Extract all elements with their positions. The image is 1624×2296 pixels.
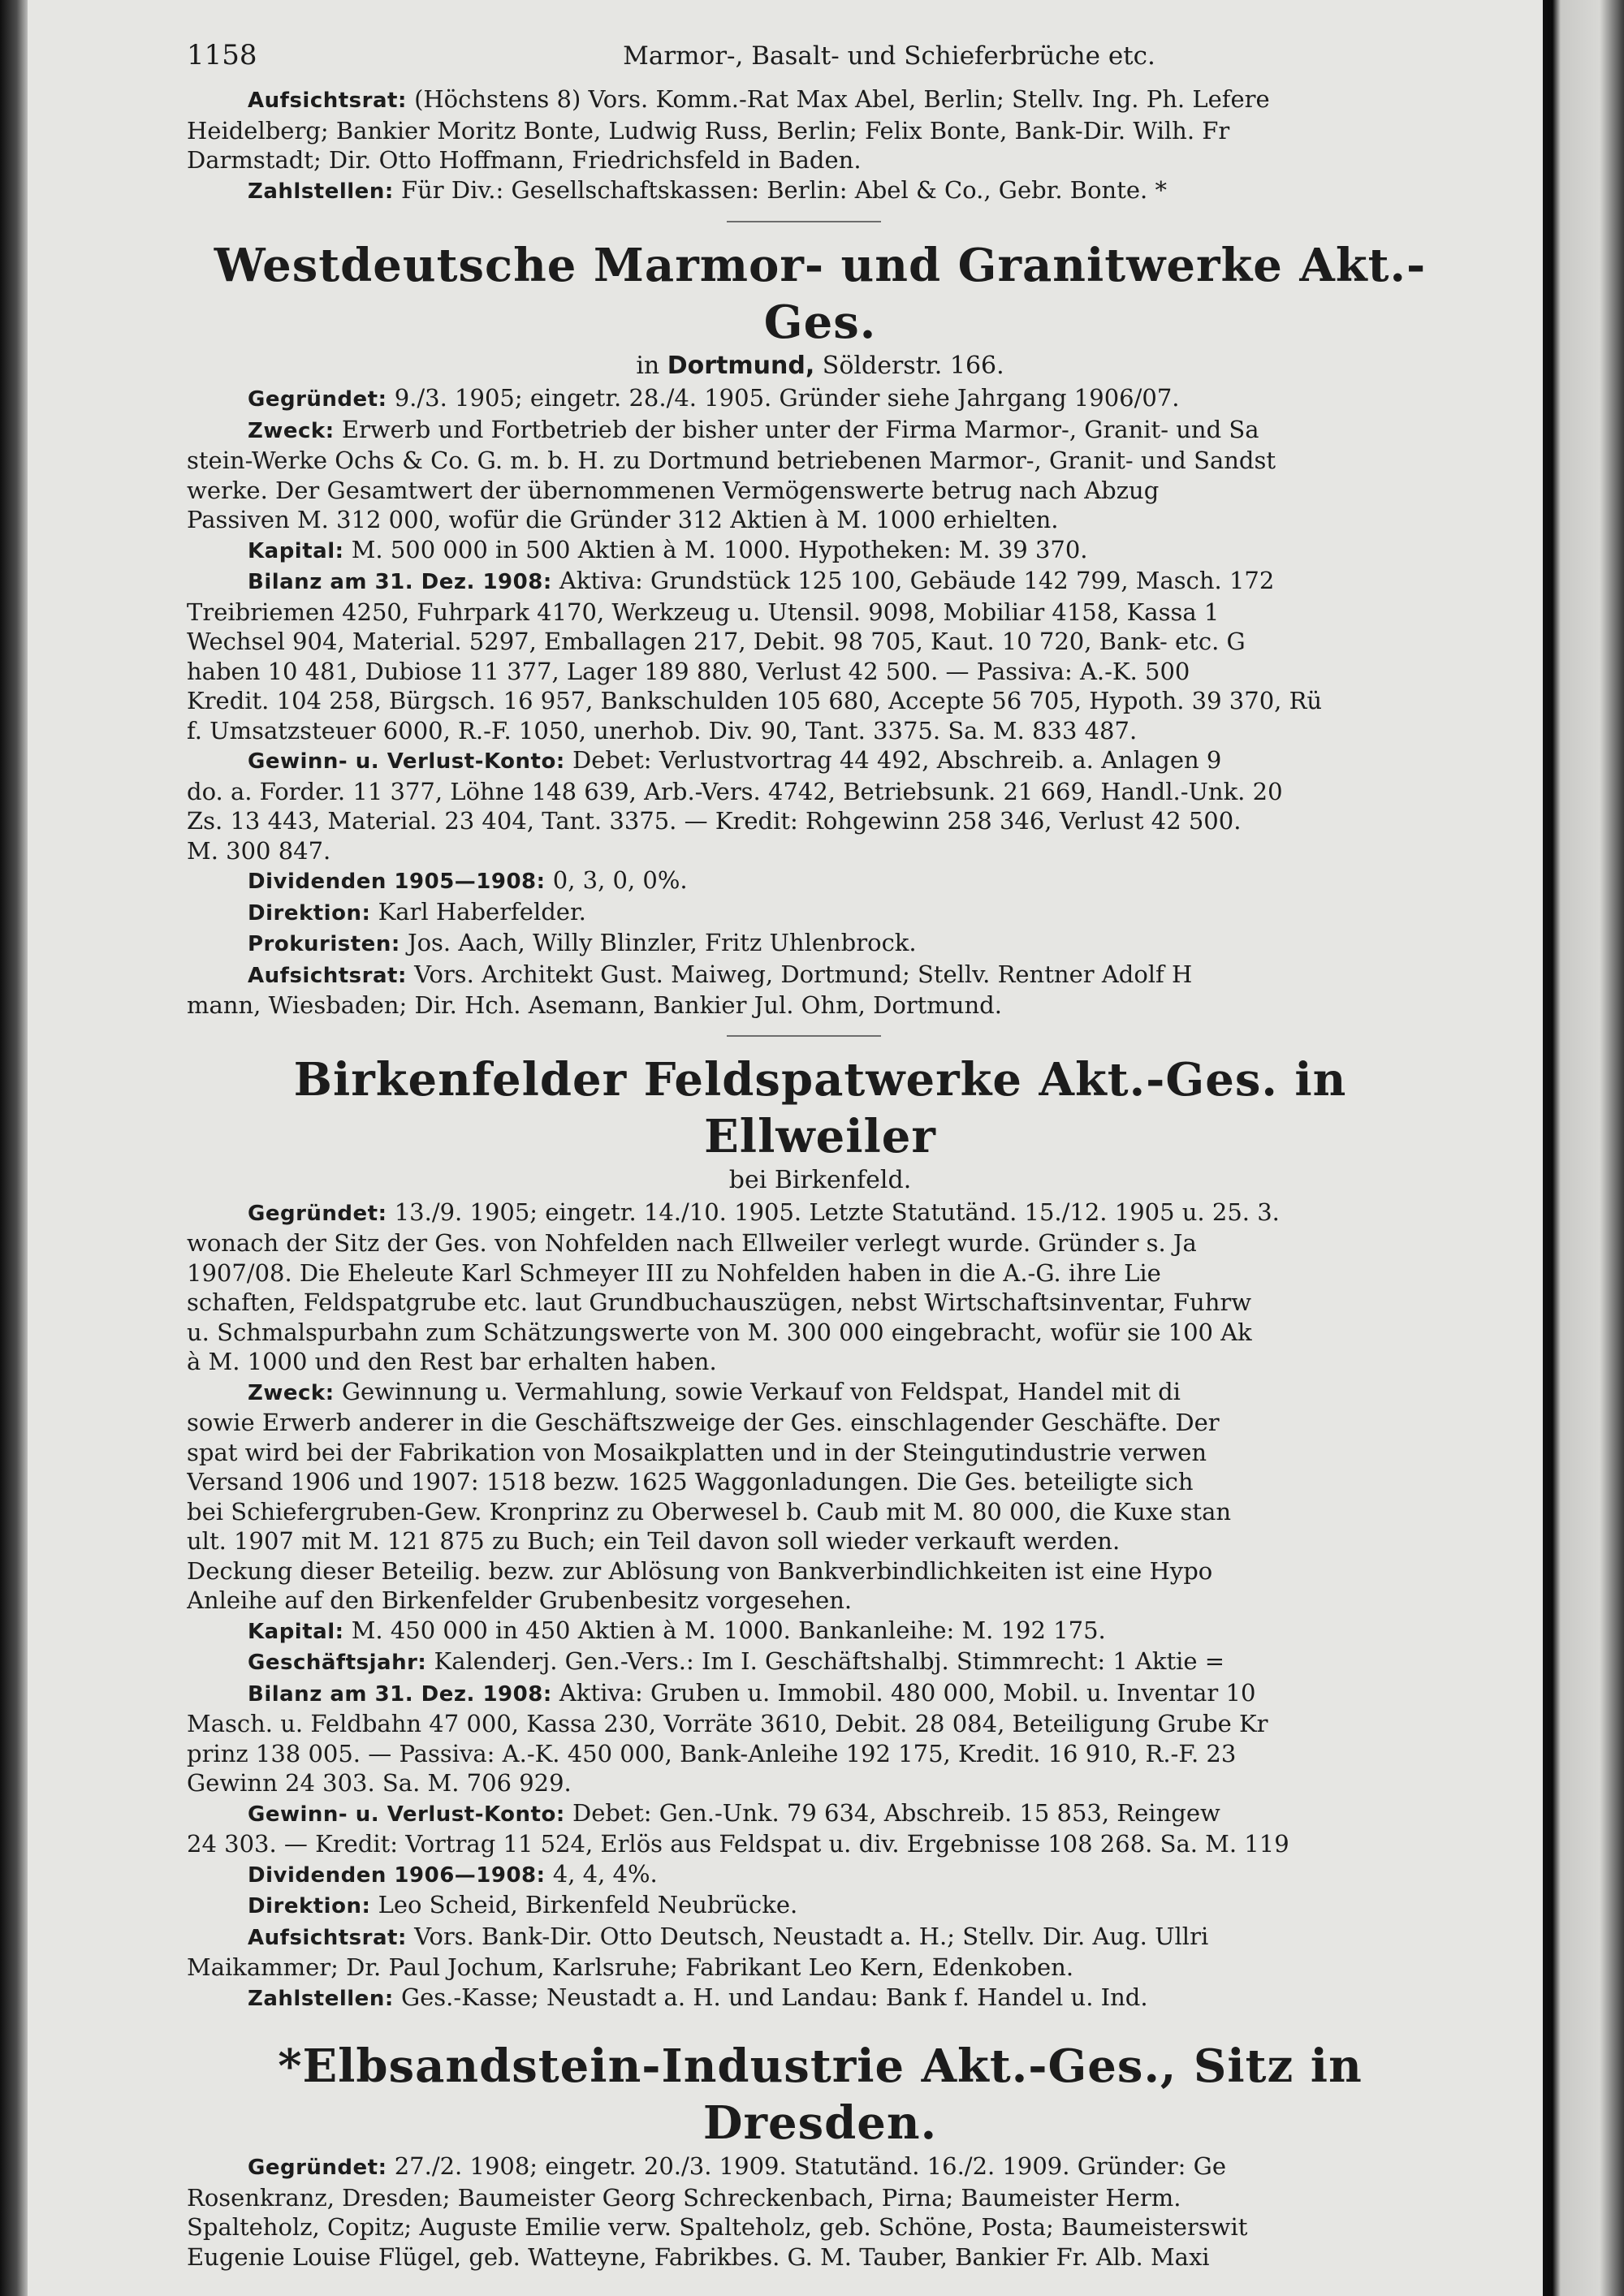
field-label: Gegründet: <box>248 1201 387 1226</box>
text-line <box>187 1556 1453 1586</box>
text-line <box>187 1739 1453 1769</box>
text-line <box>187 383 1453 415</box>
text-line <box>187 1258 1453 1288</box>
text-line <box>187 960 1453 991</box>
field-text: 1907/08. Die Eheleute Karl Schmeyer III zu Nohfelden haben in die A.-G. ihre Lie <box>187 1258 1161 1287</box>
field-text: Leo Scheid, Birkenfeld Neubrücke. <box>370 1891 798 1918</box>
left-page-gutter <box>0 0 28 2296</box>
text-line <box>187 2242 1453 2272</box>
page-content <box>187 39 1453 2272</box>
field-text: Spalteholz, Copitz; Auguste Emilie verw. Spalteholz, geb. Schöne, Posta; Baumeisterswit <box>187 2213 1248 2241</box>
field-text: Kalenderj. Gen.-Vers.: Im I. Geschäftshalbj. Stimmrecht: 1 Aktie = <box>426 1647 1225 1675</box>
text-line <box>187 446 1453 476</box>
field-text: sowie Erwerb anderer in die Geschäftszweige der Ges. einschlagender Geschäfte. Der <box>187 1409 1220 1436</box>
text-line <box>187 777 1453 807</box>
field-text: Gewinnung u. Vermahlung, sowie Verkauf von Feldspat, Handel mit di <box>334 1377 1181 1405</box>
text-line <box>187 836 1453 866</box>
text-line <box>187 415 1453 447</box>
text-line <box>187 535 1453 567</box>
field-text: f. Umsatzsteuer 6000, R.-F. 1050, unerhob. Div. 90, Tant. 3375. Sa. M. 833 487. <box>187 716 1138 744</box>
text-line <box>187 1288 1453 1318</box>
field-text: Deckung dieser Beteilig. bezw. zur Ablösung von Bankverbindlichkeiten ist eine Hypo <box>187 1556 1213 1585</box>
field-text: Kredit. 104 258, Bürgsch. 16 957, Bankschulden 105 680, Accepte 56 705, Hypoth. 39 370, Rü <box>187 687 1323 714</box>
page-header <box>187 39 1453 84</box>
field-label: Zweck: <box>248 418 335 443</box>
field-text: à M. 1000 und den Rest bar erhalten haben. <box>187 1348 717 1375</box>
text-line <box>187 1318 1453 1348</box>
field-text: (Höchstens 8) Vors. Komm.-Rat Max Abel, Berlin; Stellv. Ing. Ph. Lefere <box>406 85 1270 113</box>
company-title-birkenfelder: Birkenfelder Feldspatwerke Akt.-Ges. in Ellweiler <box>293 1052 1347 1163</box>
field-text: Vors. Architekt Gust. Maiweg, Dortmund; Stellv. Rentner Adolf H <box>406 960 1193 988</box>
text-line <box>187 865 1453 897</box>
text-line <box>187 627 1453 657</box>
text-line <box>187 1198 1453 1229</box>
text-line <box>187 745 1453 777</box>
field-text: 9./3. 1905; eingetr. 28./4. 1905. Gründer siehe Jahrgang 1906/07. <box>387 384 1180 412</box>
text-line <box>187 175 1453 207</box>
field-label: Bilanz am 31. Dez. 1908: <box>248 570 552 594</box>
field-label: Gewinn- u. Verlust-Konto: <box>248 749 565 774</box>
text-line <box>187 1953 1453 1983</box>
text-line <box>187 1228 1453 1258</box>
text-line <box>187 897 1453 929</box>
field-text: Maikammer; Dr. Paul Jochum, Karlsruhe; Fabrikant Leo Kern, Edenkoben. <box>187 1953 1074 1981</box>
field-text: Zs. 13 443, Material. 23 404, Tant. 3375. — Kredit: Rohgewinn 258 346, Verlust 42 500. <box>187 807 1242 835</box>
text-line <box>187 566 1453 598</box>
field-label: Kapital: <box>248 538 344 563</box>
field-text: Treibriemen 4250, Fuhrpark 4170, Werkzeug u. Utensil. 9098, Mobiliar 4158, Kassa 1 <box>187 598 1220 626</box>
field-text: M. 300 847. <box>187 836 331 865</box>
field-text: do. a. Forder. 11 377, Löhne 148 639, Arb.-Vers. 4742, Betriebsunk. 21 669, Handl.-Unk. 20 <box>187 777 1283 805</box>
text-line <box>187 145 1453 175</box>
text-line <box>187 2151 1453 2183</box>
field-text: M. 450 000 in 450 Aktien à M. 1000. Bankanleihe: M. 192 175. <box>343 1616 1106 1644</box>
company-title-elbsandstein: *Elbsandstein-Industrie Akt.-Ges., Sitz in Dresden. <box>278 2039 1363 2150</box>
field-text: 24 303. — Kredit: Vortrag 11 524, Erlös aus Feldspat u. div. Ergebnisse 108 268. Sa. M. 119 <box>187 1830 1289 1858</box>
field-text: Ges.-Kasse; Neustadt a. H. und Landau: Bank f. Handel u. Ind. <box>393 1983 1148 2011</box>
text-line <box>187 598 1453 628</box>
field-text: Anleihe auf den Birkenfelder Grubenbesitz vorgesehen. <box>187 1586 853 1614</box>
field-text: Versand 1906 und 1907: 1518 bezw. 1625 Waggonladungen. Die Ges. beteiligte sich <box>187 1468 1194 1495</box>
text-line <box>187 716 1453 746</box>
text-line <box>187 990 1453 1021</box>
field-label: Kapital: <box>248 1619 344 1644</box>
field-label: Zahlstellen: <box>248 179 394 204</box>
field-label: Gegründet: <box>248 387 387 412</box>
field-text: Masch. u. Feldbahn 47 000, Kassa 230, Vorräte 3610, Debit. 28 084, Beteiligung Grube Kr <box>187 1710 1268 1737</box>
field-text: M. 500 000 in 500 Aktien à M. 1000. Hypotheken: M. 39 370. <box>343 535 1088 563</box>
field-text: prinz 138 005. — Passiva: A.-K. 450 000, Bank-Anleihe 192 175, Kredit. 16 910, R.-F. 23 <box>187 1739 1237 1767</box>
field-text: Darmstadt; Dir. Otto Hoffmann, Friedrichsfeld in Baden. <box>187 146 862 174</box>
text-line <box>187 1467 1453 1497</box>
text-line <box>187 505 1453 535</box>
field-text: Gewinn 24 303. Sa. M. 706 929. <box>187 1769 572 1797</box>
company-title-westdeutsche: Westdeutsche Marmor- und Granitwerke Akt.-Ges. <box>214 239 1427 349</box>
field-text: Aktiva: Grundstück 125 100, Gebäude 142 799, Masch. 172 <box>551 567 1275 594</box>
text-line <box>187 657 1453 687</box>
right-page-edge <box>1543 0 1624 2296</box>
field-text: 4, 4, 4%. <box>545 1859 658 1888</box>
text-line <box>187 1408 1453 1438</box>
text-line <box>187 116 1453 146</box>
field-label: Zahlstellen: <box>248 1986 394 2011</box>
text-line <box>187 1438 1453 1468</box>
text-line <box>187 1768 1453 1798</box>
field-label: Direktion: <box>248 900 371 926</box>
field-text: Jos. Aach, Willy Blinzler, Fritz Uhlenbrock. <box>400 929 917 956</box>
field-text: haben 10 481, Dubiose 11 377, Lager 189 880, Verlust 42 500. — Passiva: A.-K. 500 <box>187 657 1190 685</box>
text-line <box>187 2212 1453 2242</box>
field-text: 0, 3, 0, 0%. <box>545 866 688 894</box>
text-line <box>187 928 1453 960</box>
field-label: Aufsichtsrat: <box>248 88 407 113</box>
field-text: ult. 1907 mit M. 121 875 zu Buch; ein Teil davon soll wieder verkauft werden. <box>187 1527 1121 1555</box>
text-line <box>187 1377 1453 1409</box>
field-text: Karl Haberfelder. <box>370 897 586 926</box>
text-line <box>187 1983 1453 2014</box>
field-text: Passiven M. 312 000, wofür die Gründer 312 Aktien à M. 1000 erhielten. <box>187 506 1059 533</box>
field-label: Direktion: <box>248 1894 371 1918</box>
section-divider <box>727 221 881 222</box>
field-label: Dividenden 1906—1908: <box>248 1862 546 1888</box>
field-label: Zweck: <box>248 1380 335 1405</box>
text-line <box>187 1922 1453 1953</box>
text-line <box>187 1497 1453 1527</box>
company-subtitle-westdeutsche <box>187 351 1453 382</box>
top-block <box>187 84 1453 206</box>
company-entry-westdeutsche <box>187 383 1453 1021</box>
text-line <box>187 686 1453 716</box>
text-line <box>187 1347 1453 1377</box>
text-line <box>187 476 1453 506</box>
field-label: Geschäftsjahr: <box>248 1651 427 1675</box>
running-title: Marmor-, Basalt- und Schieferbrüche etc. <box>623 41 1155 71</box>
field-text: Erwerb und Fortbetrieb der bisher unter der Firma Marmor-, Granit- und Sa <box>334 415 1259 443</box>
field-text: Für Div.: Gesellschaftskassen: Berlin: Abel & Co., Gebr. Bonte. * <box>393 175 1167 204</box>
field-text: 27./2. 1908; eingetr. 20./3. 1909. Statutänd. 16./2. 1909. Gründer: Ge <box>387 2152 1226 2180</box>
field-label: Dividenden 1905—1908: <box>248 870 546 894</box>
field-label: Gewinn- u. Verlust-Konto: <box>248 1802 565 1827</box>
field-label: Gegründet: <box>248 2156 387 2180</box>
text-line <box>187 1798 1453 1830</box>
text-line <box>187 806 1453 836</box>
text-line <box>187 1616 1453 1647</box>
text-line <box>187 1678 1453 1710</box>
page-number: 1158 <box>187 39 257 71</box>
text-line <box>187 1526 1453 1556</box>
text-line <box>187 1829 1453 1859</box>
text-line <box>187 1646 1453 1678</box>
field-text: 13./9. 1905; eingetr. 14./10. 1905. Letzte Statutänd. 15./12. 1905 u. 25. 3. <box>387 1198 1280 1226</box>
text-line <box>187 1890 1453 1922</box>
company-entry-birkenfelder <box>187 1198 1453 2014</box>
field-text: Heidelberg; Bankier Moritz Bonte, Ludwig Russ, Berlin; Felix Bonte, Bank-Dir. Wilh. Fr <box>187 116 1230 145</box>
field-label: Bilanz am 31. Dez. 1908: <box>248 1681 552 1707</box>
field-text: Vors. Bank-Dir. Otto Deutsch, Neustadt a. H.; Stellv. Dir. Aug. Ullri <box>406 1922 1209 1950</box>
field-label: Aufsichtsrat: <box>248 1925 407 1950</box>
text-line <box>187 1859 1453 1891</box>
field-text: Rosenkranz, Dresden; Baumeister Georg Schreckenbach, Pirna; Baumeister Herm. <box>187 2183 1181 2212</box>
text-line <box>187 1586 1453 1616</box>
field-text: Debet: Gen.-Unk. 79 634, Abschreib. 15 853, Reingew <box>564 1798 1220 1827</box>
field-text: Debet: Verlustvortrag 44 492, Abschreib. a. Anlagen 9 <box>564 746 1222 774</box>
text-line <box>187 84 1453 116</box>
company-subtitle-birkenfelder: bei Birkenfeld. <box>728 1165 912 1194</box>
field-text: mann, Wiesbaden; Dir. Hch. Asemann, Bankier Jul. Ohm, Dortmund. <box>187 991 1002 1019</box>
company-entry-elbsandstein <box>187 2151 1453 2272</box>
subtitle-prefix: in <box>636 352 667 380</box>
field-text: Eugenie Louise Flügel, geb. Watteyne, Fabrikbes. G. M. Tauber, Bankier Fr. Alb. Maxi <box>187 2242 1210 2271</box>
field-text: u. Schmalspurbahn zum Schätzungswerte von M. 300 000 eingebracht, wofür sie 100 Ak <box>187 1318 1252 1346</box>
field-text: spat wird bei der Fabrikation von Mosaikplatten und in der Steingutindustrie verwen <box>187 1438 1207 1466</box>
text-line <box>187 1709 1453 1739</box>
field-text: bei Schiefergruben-Gew. Kronprinz zu Oberwesel b. Caub mit M. 80 000, die Kuxe stan <box>187 1497 1232 1526</box>
field-label: Aufsichtsrat: <box>248 963 407 988</box>
field-text: wonach der Sitz der Ges. von Nohfelden nach Ellweiler verlegt wurde. Gründer s. Ja <box>187 1229 1197 1257</box>
field-text: Aktiva: Gruben u. Immobil. 480 000, Mobil. u. Inventar 10 <box>551 1678 1256 1707</box>
field-text: werke. Der Gesamtwert der übernommenen Vermögenswerte betrug nach Abzug <box>187 476 1160 504</box>
subtitle-city: Dortmund, <box>667 352 815 380</box>
section-divider <box>727 1035 881 1037</box>
field-label: Prokuristen: <box>248 932 400 956</box>
field-text: Wechsel 904, Material. 5297, Emballagen 217, Debit. 98 705, Kaut. 10 720, Bank- etc. G <box>187 628 1246 655</box>
field-text: schaften, Feldspatgrube etc. laut Grundbuchauszügen, nebst Wirtschaftsinventar, Fuhrw <box>187 1288 1252 1316</box>
field-text: stein-Werke Ochs & Co. G. m. b. H. zu Dortmund betriebenen Marmor-, Granit- und Sandst <box>187 447 1276 474</box>
subtitle-suffix: Sölderstr. 166. <box>814 352 1004 380</box>
text-line <box>187 2183 1453 2213</box>
